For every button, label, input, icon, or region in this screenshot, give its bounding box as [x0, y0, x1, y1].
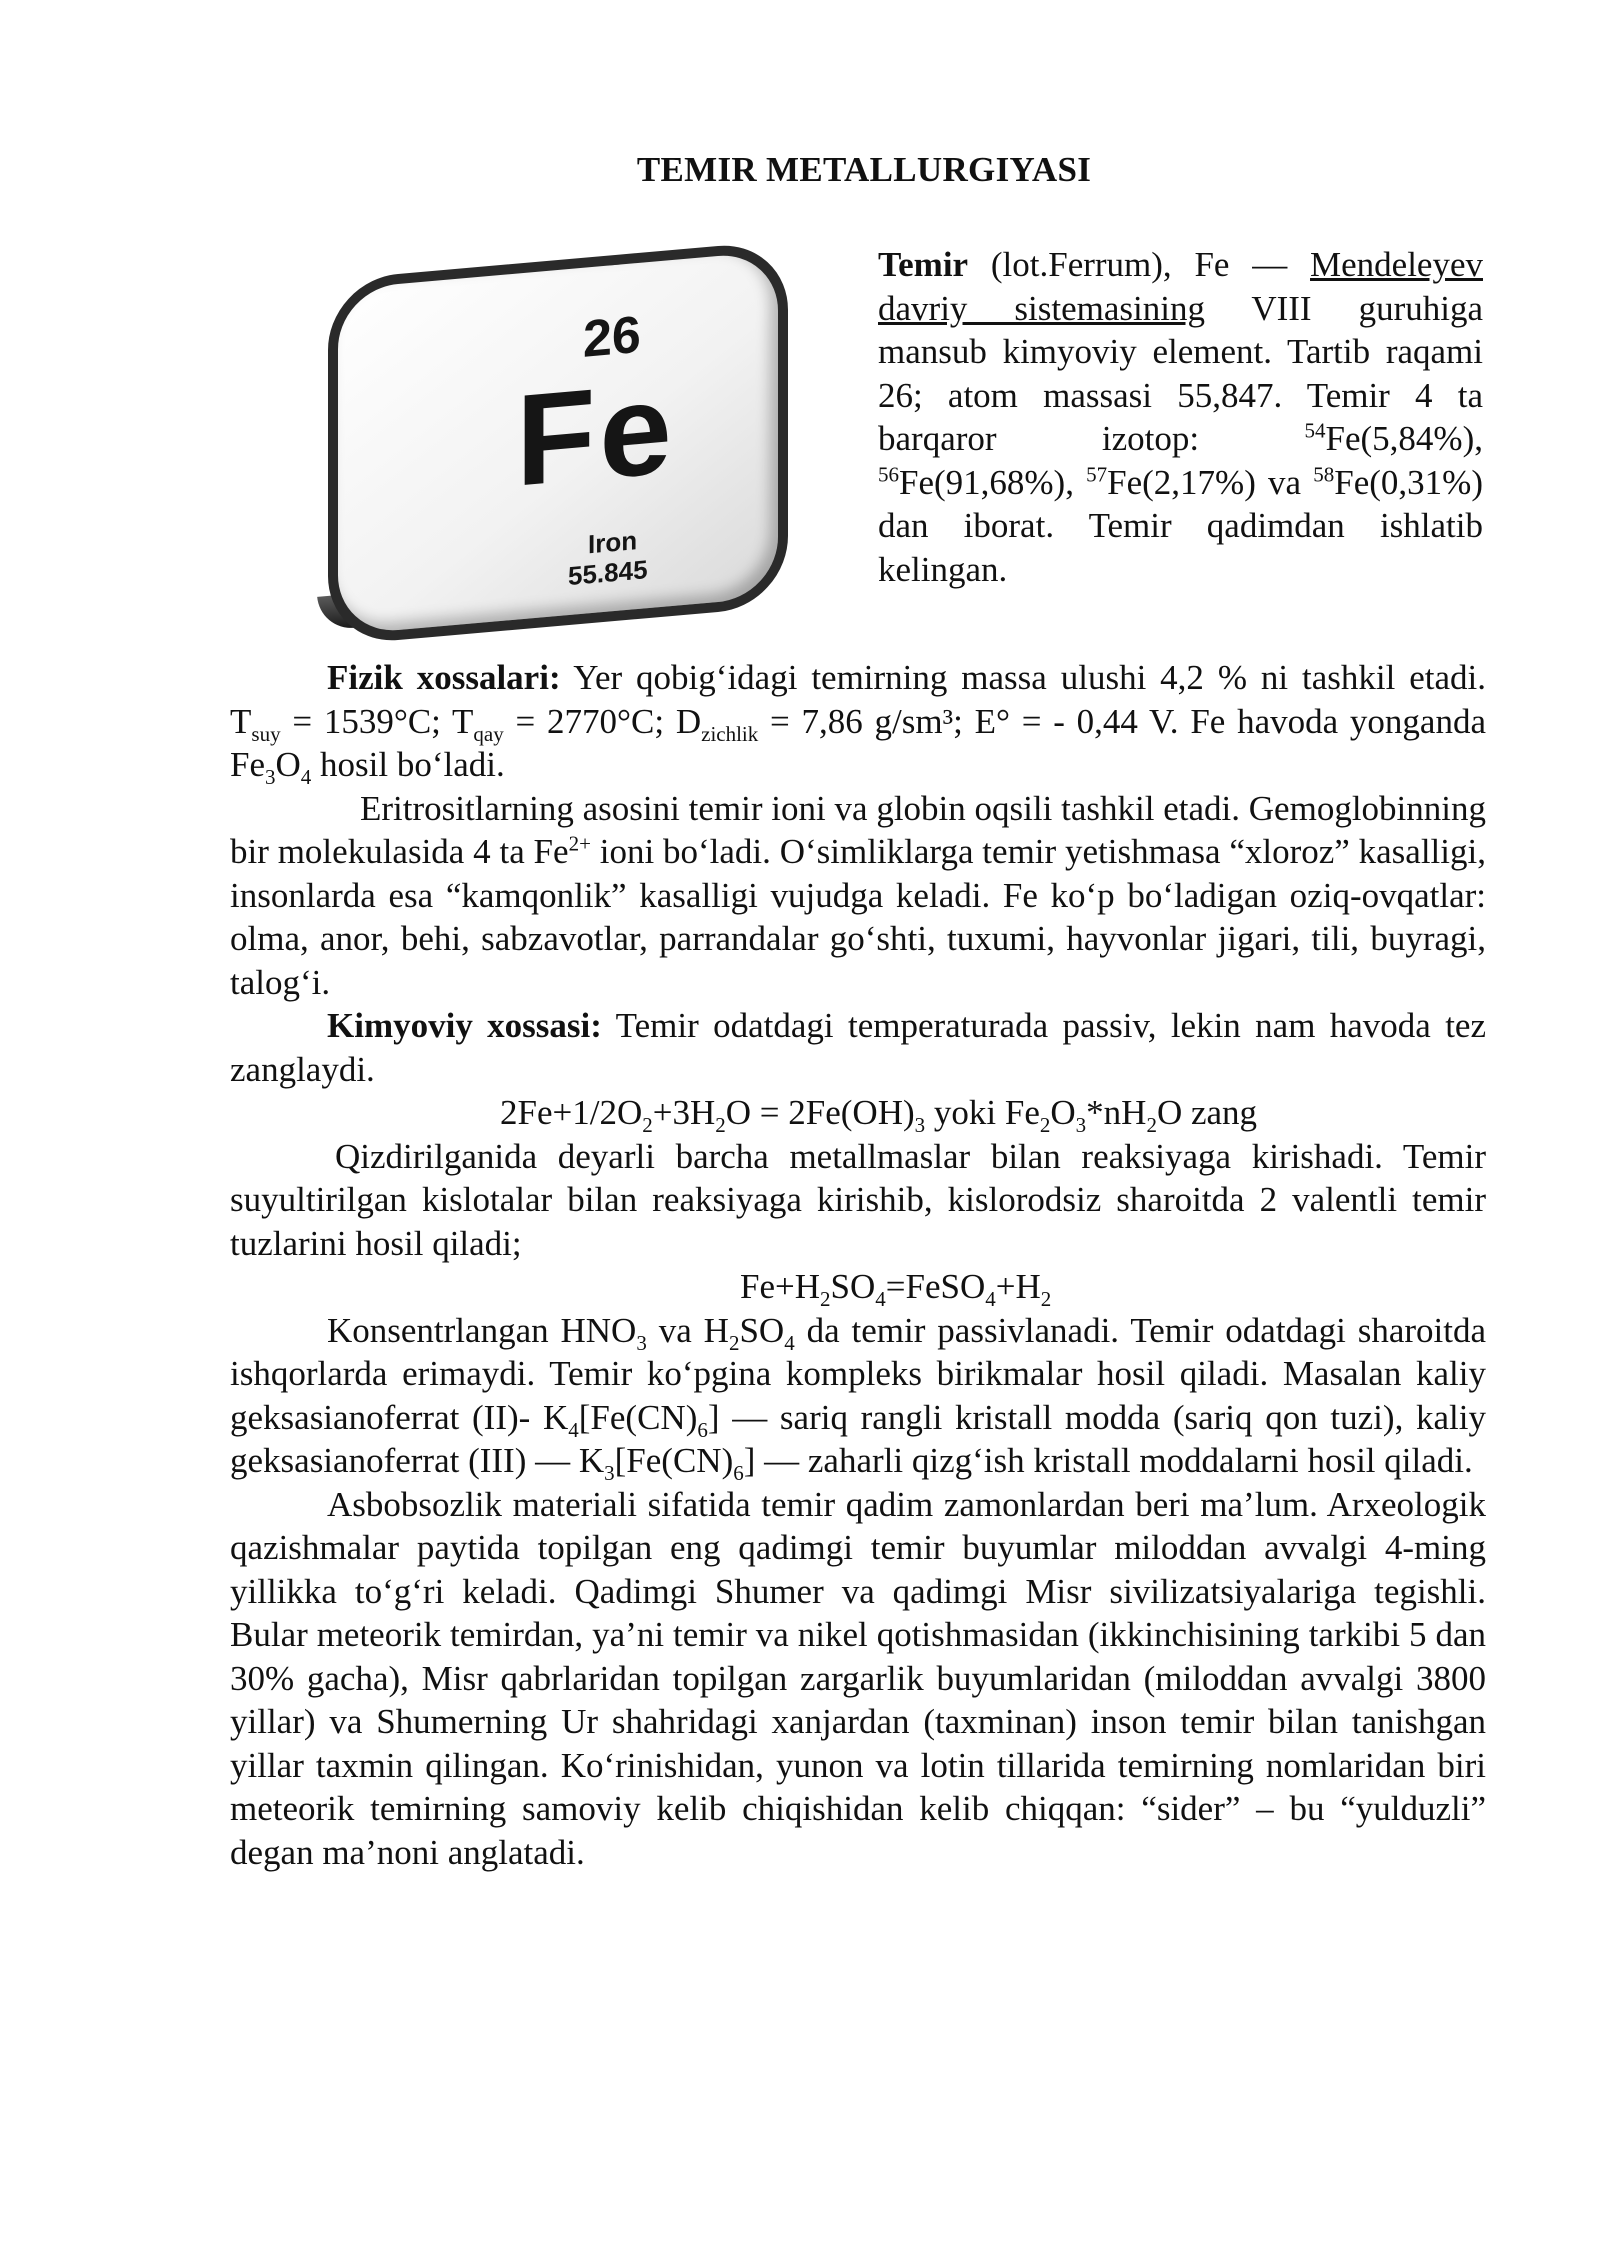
isotope-57-mass: 57: [1086, 461, 1108, 486]
sub-qay: qay: [473, 721, 504, 746]
intro-term: Temir: [878, 245, 969, 284]
isotope-58-text: Fe(0,31%) dan iborat. Temir qadimdan ishlatib kelingan.: [878, 462, 1483, 589]
physical-properties-paragraph: [230, 656, 1486, 787]
physical-text: = 1539°C; T: [280, 701, 474, 741]
sub-zichlik: zichlik: [701, 721, 759, 746]
intro-paragraph: [878, 243, 1483, 591]
biology-text: Eritrositlarning asosini temir ioni va globin oqsili tashkil etadi. Gemoglobinning bir molekulasida 4 ta Fe: [230, 788, 1486, 871]
biology-paragraph: [230, 787, 1486, 1005]
isotope-54-text: Fe(5,84%),: [1325, 419, 1483, 458]
chemical-text: Temir odatdagi temperaturada passiv, lekin nam havoda tez zanglaydi.: [230, 1006, 1486, 1089]
tile-symbol: Fe: [516, 353, 676, 514]
tile-element-name: Iron: [588, 525, 638, 560]
physical-text: hosil bo‘ladi.: [311, 745, 505, 784]
physical-text: O: [275, 745, 301, 784]
physical-text: Yer qobig‘idagi temirning massa ulushi 4,2 % ni tashkil etadi. T: [230, 658, 1486, 741]
biology-text: ioni bo‘ladi. O‘simliklarga temir yetishmasa “xloroz” kasalligi, insonlarda esa “kamqonlik” kasalligi vujudga keladi. Fe ko‘p bo‘ladigan oziq-ovqatlar: olma, anor, behi, sabzavotlar, parrandalar go‘shti, tuxumi, hayvonlar jigari, tili, buyragi, talog‘i.: [230, 832, 1486, 1002]
document-body: [230, 656, 1486, 1874]
equation-sulfuric-acid: $Fe+H_2SO_4=FeSO_4+H_2$: [740, 1267, 1052, 1311]
physical-text: = 2770°C; D: [503, 701, 702, 741]
equation-rusting: $2Fe+1/2O_2+3H_2O = 2Fe(OH)_3$ yoki $Fe_2O_3*nH_2O$ zang: [500, 1093, 1258, 1137]
tile-face: [328, 240, 788, 646]
iron-element-tile: [308, 242, 788, 642]
page-title: TEMIR METALLURGIYASI: [636, 150, 1092, 189]
subscript: 4: [300, 765, 312, 789]
isotope-57-text: Fe(2,17%) va: [1107, 462, 1314, 502]
isotope-54-mass: 54: [1304, 418, 1326, 443]
tile-atomic-mass: 55.845: [568, 554, 648, 592]
subscript: 3: [265, 765, 276, 789]
heating-paragraph: Qizdirilganida deyarli barcha metallmaslar bilan reaksiyaga kirishadi. Temir suyultirilgan kislotalar bilan reaksiyaga kirishib, kislorodsiz sharoitda 2 valentli temir tuzlarini hosil qiladi;: [230, 1136, 1486, 1263]
chemical-heading: Kimyoviy xossasi:: [327, 1006, 602, 1045]
physical-text: = 7,86 g/sm³; E° = - 0,44 V. Fe havoda yonganda Fe: [230, 701, 1486, 784]
chemical-properties-paragraph: [230, 1004, 1486, 1091]
mendeleyev-link[interactable]: Mendeleyev davriy sistemasining: [878, 245, 1483, 328]
history-paragraph: Asbobsozlik materiali sifatida temir qadim zamonlardan beri ma’lum. Arxeologik qazishmalar paytida topilgan eng qadimgi temir buyumlar miloddan avvalgi 4-ming yillikka to‘g‘ri keladi. Qadimgi Shumer va qadimgi Misr sivilizatsiyalariga tegishli. Bular meteorik temirdan, ya’ni temir va nikel qotishmasidan (ikkinchisining tarkibi 5 dan 30% gacha), Misr qabrlaridan topilgan zargarlik buyumlaridan (miloddan avvalgi 3800 yillar) va Shumerning Ur shahridagi xanjardan (taxminan) inson temir bilan tanishgan yillar taxmin qilingan. Ko‘rinishidan, yunon va lotin tillarida temirning nomlaridan biri meteorik temirning samoviy kelib chiqishidan kelib chiqqan: “sider” – bu “yulduzli” degan ma’noni anglatadi.: [230, 1484, 1486, 1872]
sub-suy: suy: [251, 721, 281, 746]
isotope-56-text: Fe(91,68%),: [899, 462, 1087, 502]
tile-atomic-number: 26: [583, 305, 641, 369]
concentrated-acids-paragraph: Konsentrlangan $HNO_3$ va $H_2SO_4$ da temir passivlanadi. Temir odatdagi sharoitda ishqorlarda erimaydi. Temir ko‘pgina kompleks birikmalar hosil qiladi. Masalan kaliy geksasianoferrat (II)- $K_4[Fe(CN)_6]$ — sariq rangli kristall modda (sariq qon tuzi), kaliy geksasianoferrat (III) — $K_3[Fe(CN)_6]$ — zaharli qizg‘ish kristall moddalarni hosil qiladi.: [230, 1310, 1487, 1485]
intro-text-b: VIII guruhiga mansub kimyoviy element. Tartib raqami 26; atom massasi 55,847. Temir 4 ta barqaror izotop:: [878, 288, 1483, 458]
physical-heading: Fizik xossalari:: [327, 658, 561, 697]
intro-text-a: (lot.Ferrum), Fe —: [968, 245, 1311, 284]
ion-charge: 2+: [568, 831, 591, 856]
isotope-56-mass: 56: [878, 461, 899, 486]
isotope-58-mass: 58: [1313, 461, 1335, 486]
